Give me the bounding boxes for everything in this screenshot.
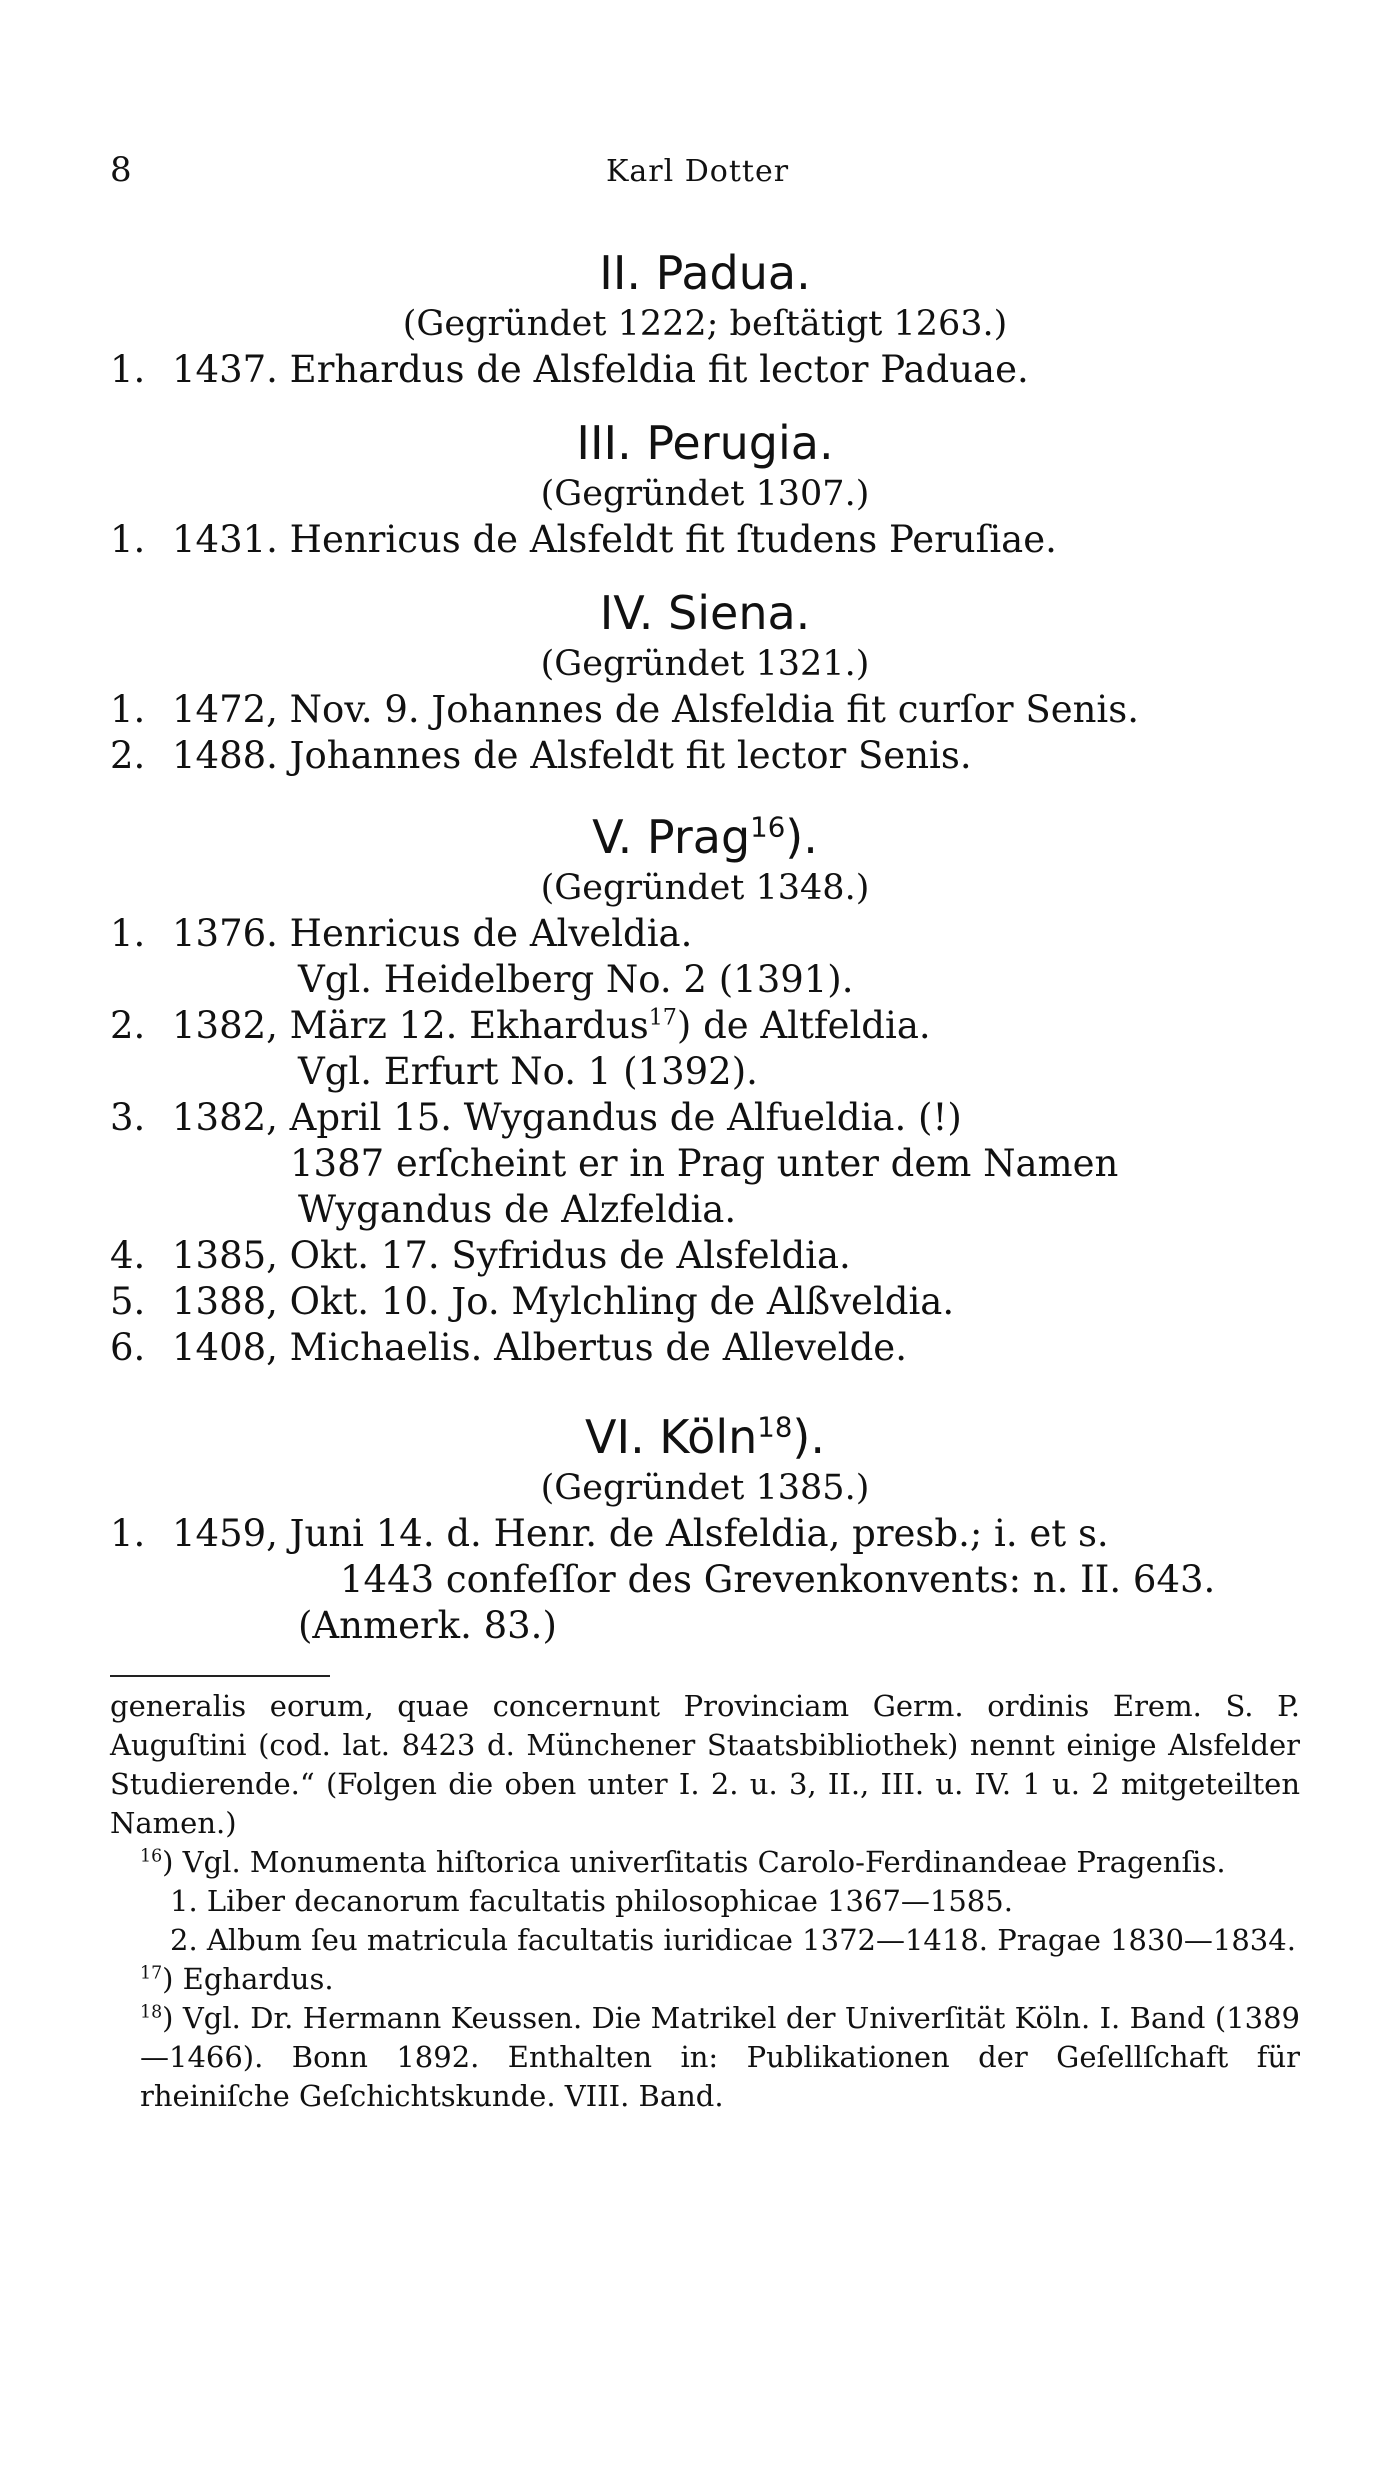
entry-number: 3. xyxy=(110,1096,146,1139)
section-subtitle-padua: (Gegründet 1222; beſtätigt 1263.) xyxy=(402,304,1008,344)
footnotes xyxy=(110,1687,1300,2116)
entry-continuation: 1387 erſcheint er in Prag unter dem Namen xyxy=(290,1142,1119,1185)
entry-continuation: 1443 confeſſor des Grevenkonvents: n. II. 643. xyxy=(340,1558,1216,1601)
section-subtitle-perugia: (Gegründet 1307.) xyxy=(540,474,870,514)
entry-continuation: Wygandus de Alzfeldia. xyxy=(298,1188,737,1231)
entry-text: 1385, Okt. 17. Syfridus de Alsfeldia. xyxy=(172,1234,851,1277)
entry-prag-3 xyxy=(110,1095,1300,1141)
entry-siena-2 xyxy=(110,733,1300,779)
entry-text: 1388, Okt. 10. Jo. Mylchling de Alßveldia. xyxy=(172,1280,955,1323)
entry-number: 1. xyxy=(110,688,146,731)
entry-number: 2. xyxy=(110,734,146,777)
entry-text: 1408, Michaelis. Albertus de Allevelde. xyxy=(172,1326,907,1369)
footnote-ref-16: 16 xyxy=(750,810,786,844)
footnote-continuation: generalis eorum, quae concernunt Provinciam Germ. ordinis Erem. S. P. Auguſtini (cod. lat. 8423 d. Münchener Staatsbibliothek) nennt einige Alsfelder Studierende.“ (Folgen die oben unter I. 2. u. 3, II., III. u. IV. 1 u. 2 mitgeteilten Namen.) xyxy=(110,1689,1300,1840)
footnote-divider xyxy=(110,1675,330,1677)
entry-continuation: (Anmerk. 83.) xyxy=(298,1604,557,1647)
entry-text: 1472, Nov. 9. Johannes de Alsfeldia fit curſor Senis. xyxy=(172,688,1140,731)
entry-siena-1 xyxy=(110,687,1300,733)
entry-text: 1437. Erhardus de Alsfeldia fit lector Paduae. xyxy=(172,348,1029,391)
section-subtitle-koeln: (Gegründet 1385.) xyxy=(540,1468,870,1508)
entry-koeln-1 xyxy=(110,1511,1300,1557)
section-title-perugia: III. Perugia. xyxy=(576,416,834,470)
entry-text: 1488. Johannes de Alsfeldt fit lector Senis. xyxy=(172,734,972,777)
entry-text: 1431. Henricus de Alsfeldt fit ſtudens Peruſiae. xyxy=(172,518,1057,561)
page-header xyxy=(110,150,1285,190)
entry-perugia-1 xyxy=(110,517,1300,563)
running-title: Karl Dotter xyxy=(605,154,790,189)
footnote-16-item-1: 1. Liber decanorum facultatis philosophicae 1367—1585. xyxy=(170,1884,1013,1918)
entry-prag-5 xyxy=(110,1279,1300,1325)
entry-number: 1. xyxy=(110,1512,146,1555)
entry-number: 4. xyxy=(110,1234,146,1277)
footnote-ref-17: 17 xyxy=(648,1004,677,1031)
footnote-18: $^{18}$) Vgl. Dr. Hermann Keussen. Die Matrikel der Univerſität Köln. I. Band (1389—1466). Bonn 1892. Enthalten in: Publikationen der Geſellſchaft für rheiniſche Geſchichtskunde. VIII. Band. xyxy=(140,2001,1300,2113)
section-title-padua: II. Padua. xyxy=(599,246,811,300)
entry-number: 6. xyxy=(110,1326,146,1369)
entry-prag-4 xyxy=(110,1233,1300,1279)
entry-prag-2 xyxy=(110,1003,1300,1049)
footnote-ref-18: 18 xyxy=(757,1410,793,1444)
entry-continuation: Vgl. Erfurt No. 1 (1392). xyxy=(298,1050,758,1093)
section-subtitle-prag: (Gegründet 1348.) xyxy=(540,868,870,908)
main-text xyxy=(110,245,1300,2116)
entry-number: 1. xyxy=(110,348,146,391)
entry-number: 1. xyxy=(110,912,146,955)
entry-continuation: Vgl. Heidelberg No. 2 (1391). xyxy=(298,958,854,1001)
footnote-17: $^{17}$) Eghardus. xyxy=(140,1962,334,1996)
entry-number: 2. xyxy=(110,1004,146,1047)
page-number: 8 xyxy=(110,150,132,190)
entry-text: 1459, Juni 14. d. Henr. de Alsfeldia, presb.; i. et s. xyxy=(172,1512,1109,1555)
section-title-siena: IV. Siena. xyxy=(599,586,811,640)
footnote-16-item-2: 2. Album ſeu matricula facultatis iuridicae 1372—1418. Pragae 1830—1834. xyxy=(170,1923,1296,1957)
entry-padua-1 xyxy=(110,347,1300,393)
section-title-koeln: VI. Köln$^{18}$). xyxy=(585,1410,825,1464)
section-subtitle-siena: (Gegründet 1321.) xyxy=(540,644,870,684)
entry-prag-6 xyxy=(110,1325,1300,1371)
entry-number: 1. xyxy=(110,518,146,561)
footnote-16: $^{16}$) Vgl. Monumenta hiſtorica univerſitatis Carolo-Ferdinandeae Pragenſis. xyxy=(140,1845,1226,1879)
section-title-prag: V. Prag$^{16}$). xyxy=(592,810,818,864)
entry-number: 5. xyxy=(110,1280,146,1323)
entry-text: 1376. Henricus de Alveldia. xyxy=(172,912,693,955)
entry-prag-1 xyxy=(110,911,1300,957)
entry-text: 1382, März 12. Ekhardus$^{17}$) de Altfeldia. xyxy=(172,1004,931,1047)
entry-text: 1382, April 15. Wygandus de Alfueldia. (!) xyxy=(172,1096,962,1139)
